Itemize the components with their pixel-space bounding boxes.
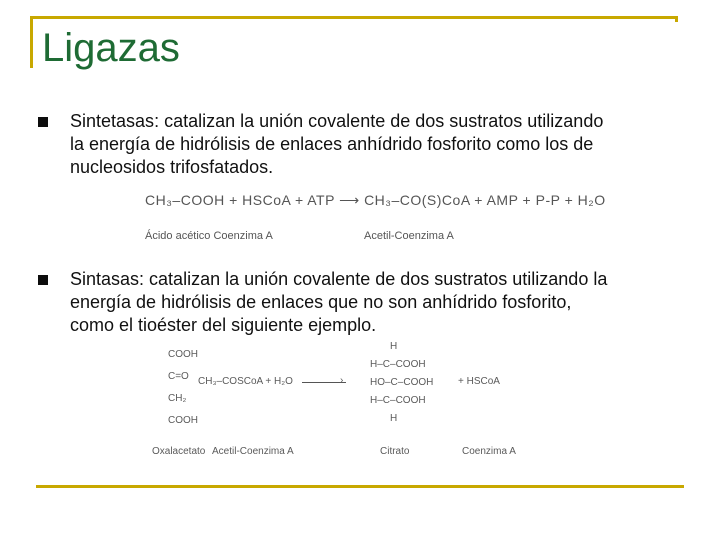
term-sintetasas: Sintetasas <box>70 111 155 131</box>
structure-row: HO–C–COOH <box>370 377 434 388</box>
bullet-sintasas <box>70 268 690 337</box>
structure-row: COOH <box>168 415 198 426</box>
structure-row: H–C–COOH <box>370 395 426 406</box>
text-line: : catalizan la unión covalente de dos sustratos utilizando la <box>139 269 608 289</box>
structure-row: COOH <box>168 349 198 360</box>
text-line: energía de hidrólisis de enlaces que no son anhídrido fosforito, <box>70 292 572 312</box>
arrow-icon: ⟶ <box>339 192 365 208</box>
structure-row: C=O <box>168 371 189 382</box>
structure-row: CH₂ <box>168 393 187 404</box>
equation-1 <box>145 192 606 209</box>
bullet-square <box>38 117 48 127</box>
eq1-label-right: Acetil-Coenzima A <box>364 230 454 242</box>
structure-row: H <box>390 413 398 424</box>
eq1-products: CH₃–CO(S)CoA + AMP + P-P + H₂O <box>364 192 606 208</box>
text-line: : catalizan la unión covalente de dos sustratos utilizando <box>154 111 604 131</box>
text-line: nucleosidos trifosfatados. <box>70 157 274 177</box>
title-frame-right <box>675 16 678 22</box>
label-acetil-coa: Acetil-Coenzima A <box>212 446 294 457</box>
label-coenzima-a: Coenzima A <box>462 446 516 457</box>
title-frame-left <box>30 16 33 68</box>
eq1-reactants: CH₃–COOH + HSCoA + ATP <box>145 192 335 208</box>
eq1-label-left: Ácido acético Coenzima A <box>145 230 273 242</box>
citrate-structure <box>370 338 433 428</box>
structure-row: H <box>390 341 398 352</box>
footer-rule <box>36 485 684 488</box>
label-oxalacetato: Oxalacetato <box>152 446 206 457</box>
bullet-sintetasas <box>70 110 690 179</box>
text-line: como el tioéster del siguiente ejemplo. <box>70 315 377 335</box>
structure-row: H–C–COOH <box>370 359 426 370</box>
label-citrato: Citrato <box>380 446 410 457</box>
acetyl-reactant: CH₃–COSCoA + H₂O <box>198 376 293 387</box>
term-sintasas: Sintasas <box>70 269 140 289</box>
hscoa-product: + HSCoA <box>458 376 500 387</box>
arrow-head-icon: › <box>340 375 344 386</box>
oxaloacetate-structure <box>168 344 198 432</box>
bullet-square <box>38 275 48 285</box>
slide-title: Ligazas <box>42 26 180 70</box>
title-frame-top <box>30 16 678 19</box>
text-line: la energía de hidrólisis de enlaces anhídrido fosforito como los de <box>70 134 594 154</box>
